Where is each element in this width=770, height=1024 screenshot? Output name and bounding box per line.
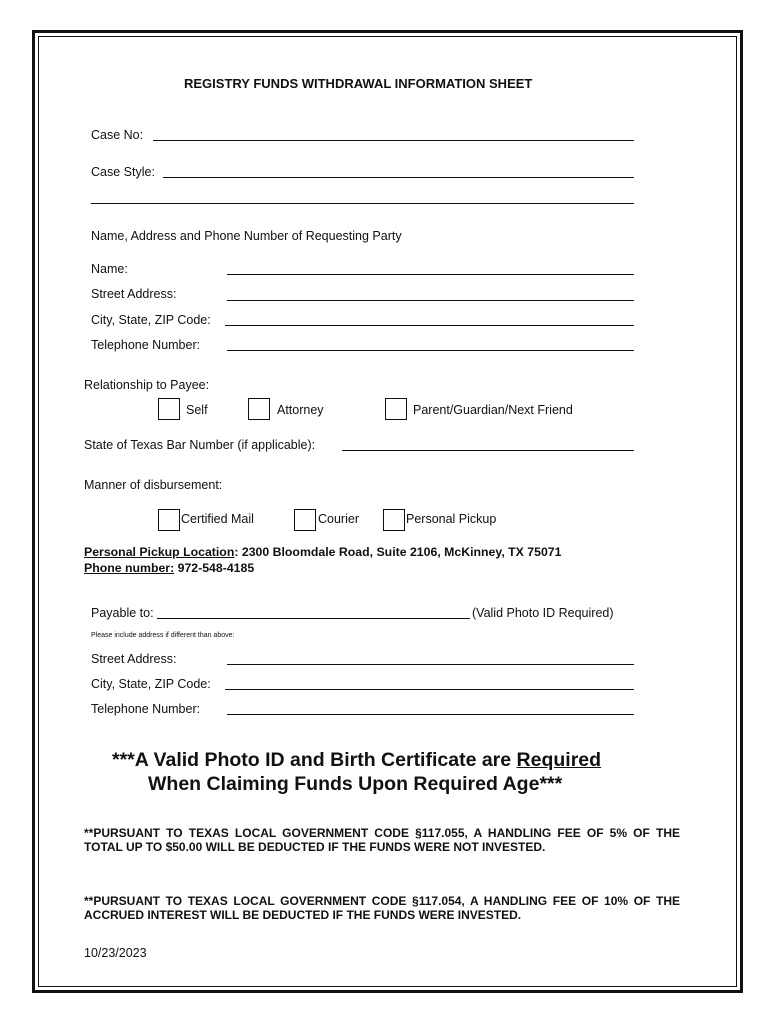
pickup-location-label: Personal Pickup Location xyxy=(84,545,235,559)
street-address-field[interactable] xyxy=(227,300,634,301)
courier-label: Courier xyxy=(318,512,359,526)
case-no-label: Case No: xyxy=(91,128,144,142)
name-label: Name: xyxy=(91,262,128,276)
case-style-field-line2[interactable] xyxy=(91,203,634,204)
telephone-label: Telephone Number: xyxy=(91,338,201,352)
parent-guardian-option-label: Parent/Guardian/Next Friend xyxy=(413,403,573,417)
relationship-label: Relationship to Payee: xyxy=(84,378,210,392)
bar-number-field[interactable] xyxy=(342,450,634,451)
telephone-field[interactable] xyxy=(227,350,634,351)
self-checkbox[interactable] xyxy=(158,398,180,420)
photo-id-notice-line1 xyxy=(112,749,601,771)
case-style-field[interactable] xyxy=(163,177,634,178)
certified-mail-label: Certified Mail xyxy=(181,512,254,526)
case-style-label: Case Style: xyxy=(91,165,155,179)
name-field[interactable] xyxy=(227,274,634,275)
payee-street-field[interactable] xyxy=(227,664,634,665)
pickup-phone-label: Phone number: xyxy=(84,561,175,575)
photo-id-note: (Valid Photo ID Required) xyxy=(472,606,614,620)
address-note: Please include address if different than above: xyxy=(91,632,235,639)
certified-mail-checkbox[interactable] xyxy=(158,509,180,531)
city-state-zip-label: City, State, ZIP Code: xyxy=(91,313,211,327)
attorney-option-label: Attorney xyxy=(277,403,324,417)
pickup-location xyxy=(84,545,561,559)
city-state-zip-field[interactable] xyxy=(225,325,634,326)
photo-id-notice-line2: When Claiming Funds Upon Required Age*** xyxy=(148,773,563,795)
bar-number-label: State of Texas Bar Number (if applicable): xyxy=(84,438,316,452)
self-option-label: Self xyxy=(186,403,208,417)
pickup-phone xyxy=(84,561,254,575)
pickup-location-value: : 2300 Bloomdale Road, Suite 2106, McKinney, TX 75071 xyxy=(234,545,562,559)
required-emphasis: Required xyxy=(516,749,602,771)
form-date: 10/23/2023 xyxy=(84,946,147,960)
payee-city-label: City, State, ZIP Code: xyxy=(91,677,211,691)
payable-to-field[interactable] xyxy=(157,618,470,619)
attorney-checkbox[interactable] xyxy=(248,398,270,420)
manner-label: Manner of disbursement: xyxy=(84,478,223,492)
courier-checkbox[interactable] xyxy=(294,509,316,531)
payable-to-label: Payable to: xyxy=(91,606,154,620)
payee-telephone-label: Telephone Number: xyxy=(91,702,201,716)
form-title: REGISTRY FUNDS WITHDRAWAL INFORMATION SHEET xyxy=(184,76,533,91)
fee-notice-invested: **PURSUANT TO TEXAS LOCAL GOVERNMENT CODE §117.054, A HANDLING FEE OF 10% OF THE ACCRUED INTEREST WILL BE DEDUCTED IF THE FUNDS WERE INVESTED. xyxy=(84,894,680,922)
personal-pickup-label: Personal Pickup xyxy=(406,512,497,526)
notice-text: ***A Valid Photo ID and Birth Certificate are xyxy=(112,749,517,771)
parent-guardian-checkbox[interactable] xyxy=(385,398,407,420)
payee-city-field[interactable] xyxy=(225,689,634,690)
street-address-label: Street Address: xyxy=(91,287,177,301)
fee-notice-not-invested: **PURSUANT TO TEXAS LOCAL GOVERNMENT CODE §117.055, A HANDLING FEE OF 5% OF THE TOTAL UP TO $50.00 WILL BE DEDUCTED IF THE FUNDS WERE NOT INVESTED. xyxy=(84,826,680,854)
payee-street-label: Street Address: xyxy=(91,652,177,666)
pickup-phone-value: 972-548-4185 xyxy=(177,561,255,575)
personal-pickup-checkbox[interactable] xyxy=(383,509,405,531)
payee-telephone-field[interactable] xyxy=(227,714,634,715)
case-no-field[interactable] xyxy=(153,140,634,141)
requesting-party-heading: Name, Address and Phone Number of Requesting Party xyxy=(91,229,402,243)
